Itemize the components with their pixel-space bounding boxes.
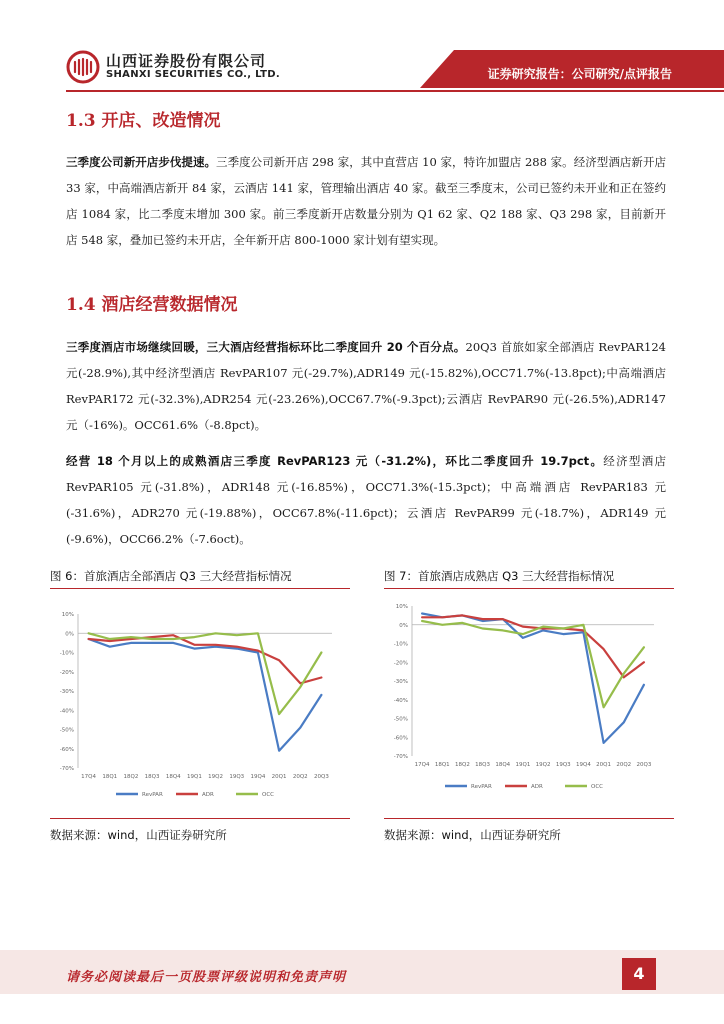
paragraph-body: 三季度公司新开店 298 家，其中直营店 10 家，特许加盟店 288 家。经济型酒店新开店 33 家，中高端酒店新开 84 家，云酒店 141 家，管理输出酒店 40 家。截至三季度末，公司已签约未开业和正在签约店 1084 家，比二季度末增加 300 家。前三季度新开店数量分别为 Q1 62 家、Q2 188 家、Q3 298 家，目前新开店 548 家，叠加已签约未开店，全年新开店 800-1000 家计划有望实现。 <box>66 155 666 247</box>
x-tick-label: 19Q2 <box>535 762 551 768</box>
x-tick-label: 19Q4 <box>250 774 266 780</box>
footer-disclaimer: 请务必阅读最后一页股票评级说明和免责声明 <box>66 970 347 985</box>
y-tick-label: -50% <box>393 716 408 723</box>
series-line-revpar <box>89 639 322 751</box>
figure-6-bottom-rule <box>50 818 350 819</box>
x-tick-label: 20Q1 <box>596 762 611 768</box>
x-tick-label: 19Q1 <box>187 774 202 780</box>
section-title-1-3: 1.3 开店、改造情况 <box>66 111 221 131</box>
x-tick-label: 20Q2 <box>292 774 308 780</box>
y-tick-label: -60% <box>393 735 408 742</box>
x-tick-label: 18Q4 <box>165 774 181 780</box>
x-tick-label: 20Q3 <box>314 774 329 780</box>
x-tick-label: 17Q4 <box>414 762 430 768</box>
figure-6-svg <box>50 596 350 808</box>
figure-7-chart <box>384 596 674 808</box>
x-tick-label: 20Q2 <box>616 762 632 768</box>
page-number: 4 <box>622 958 656 990</box>
x-tick-label: 18Q1 <box>434 762 450 768</box>
x-tick-label: 18Q2 <box>455 762 470 768</box>
x-tick-label: 19Q2 <box>208 774 223 780</box>
y-tick-label: 0% <box>65 631 74 638</box>
legend-label-adr: ADR <box>531 784 543 790</box>
paragraph-new-stores <box>66 149 666 253</box>
y-tick-label: -20% <box>393 660 408 667</box>
paragraph-lead: 经营 18 个月以上的成熟酒店三季度 RevPAR123 元（-31.2%)，环比二季度回升 19.7pct。 <box>66 454 604 468</box>
y-tick-label: 0% <box>399 622 408 629</box>
y-tick-label: 10% <box>395 604 408 610</box>
x-tick-label: 19Q3 <box>555 762 571 768</box>
legend-label-revpar: RevPAR <box>142 792 163 798</box>
y-tick-label: -70% <box>393 754 408 760</box>
y-tick-label: -20% <box>59 669 74 676</box>
series-line-revpar <box>422 614 644 743</box>
x-tick-label: 18Q2 <box>123 774 139 780</box>
y-tick-label: -30% <box>59 689 74 695</box>
paragraph-mature-hotels <box>66 448 666 552</box>
x-tick-label: 19Q4 <box>576 762 591 768</box>
page-header <box>0 0 724 100</box>
x-tick-label: 18Q3 <box>475 762 490 768</box>
legend-label-adr: ADR <box>202 792 214 798</box>
y-tick-label: -10% <box>59 650 74 657</box>
figure-7-source: 数据来源：wind，山西证券研究所 <box>384 828 561 842</box>
figure-7-svg <box>384 596 674 808</box>
y-tick-label: -30% <box>393 679 408 685</box>
y-tick-label: -60% <box>59 746 74 753</box>
figure-7-bottom-rule <box>384 818 674 819</box>
paragraph-body: 20Q3 首旅如家全部酒店 RevPAR124 元(-28.9%),其中经济型酒店 RevPAR107 元(-29.7%),ADR149 元(-15.82%),OCC71.7%(-13.8pct);中高端酒店 RevPAR172 元(-32.3%),ADR254 元(-23.26%),OCC67.7%(-9.3pct);云酒店 RevPAR90 元(-26.5%),ADR147 元（-16%)。OCC61.6%（-8.8pct)。 <box>66 340 666 432</box>
paragraph-body: 经济型酒店 RevPAR105 元(-31.8%)，ADR148 元(-16.85%)，OCC71.3%(-15.3pct)；中高端酒店 RevPAR183 元(-31.6%)，ADR270 元(-19.88%)，OCC67.8%(-11.6pct)；云酒店 RevPAR99 元(-18.7%)，ADR149 元(-9.6%)，OCC66.2%（-7.6oct)。 <box>66 454 667 546</box>
header-divider <box>66 90 724 92</box>
x-tick-label: 20Q3 <box>636 762 652 768</box>
x-tick-label: 19Q3 <box>229 774 245 780</box>
paragraph-lead: 三季度酒店市场继续回暖，三大酒店经营指标环比二季度回升 20 个百分点。 <box>66 340 466 354</box>
y-tick-label: -40% <box>59 708 74 715</box>
paragraph-lead: 三季度公司新开店步伐提速。 <box>66 155 217 169</box>
shanxi-securities-logo-icon <box>66 50 100 84</box>
y-tick-label: -40% <box>393 697 408 704</box>
figure-6-caption: 图 6：首旅酒店全部酒店 Q3 三大经营指标情况 <box>50 569 292 583</box>
y-tick-label: -10% <box>393 641 408 648</box>
series-line-adr <box>89 635 322 683</box>
legend-label-occ: OCC <box>262 792 275 798</box>
report-type: 证券研究报告：公司研究/点评报告 <box>487 67 672 81</box>
x-tick-label: 17Q4 <box>81 774 96 780</box>
x-tick-label: 20Q1 <box>271 774 287 780</box>
figure-7-caption: 图 7：首旅酒店成熟店 Q3 三大经营指标情况 <box>384 569 615 583</box>
legend-label-occ: OCC <box>591 784 604 790</box>
company-name-en: SHANXI SECURITIES CO., LTD. <box>106 69 280 80</box>
x-tick-label: 18Q1 <box>102 774 118 780</box>
legend-label-revpar: RevPAR <box>471 784 492 790</box>
y-tick-label: 10% <box>61 612 74 618</box>
paragraph-all-hotels <box>66 334 666 438</box>
figure-6-source: 数据来源：wind，山西证券研究所 <box>50 828 227 842</box>
y-tick-label: -50% <box>59 727 74 734</box>
x-tick-label: 18Q4 <box>495 762 511 768</box>
figure-6-top-rule <box>50 588 350 589</box>
figure-6-chart <box>50 596 350 808</box>
y-tick-label: -70% <box>59 766 74 772</box>
x-tick-label: 18Q3 <box>144 774 160 780</box>
company-name-cn: 山西证券股份有限公司 <box>106 52 267 70</box>
figure-7-top-rule <box>384 588 674 589</box>
section-title-1-4: 1.4 酒店经营数据情况 <box>66 295 238 315</box>
x-tick-label: 19Q1 <box>515 762 531 768</box>
